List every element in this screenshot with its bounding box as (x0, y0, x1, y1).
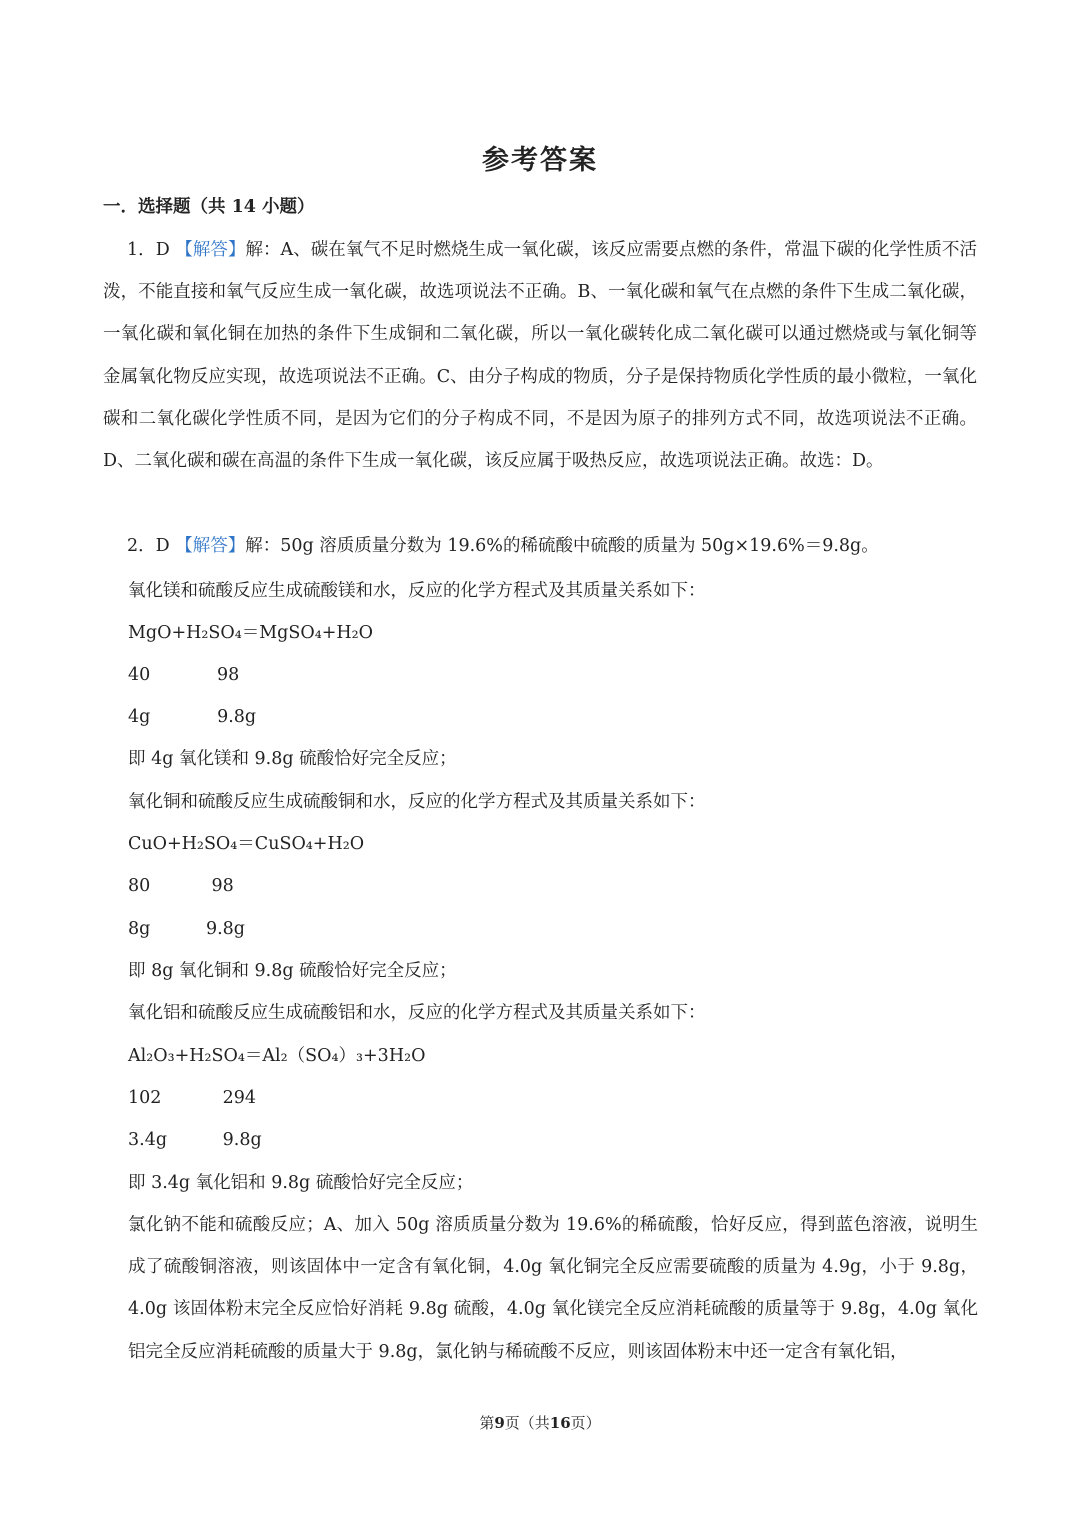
answer-2-line: 氧化铜和硫酸反应生成硫酸铜和水，反应的化学方程式及其质量关系如下： (128, 792, 706, 812)
answer-1-mark: 【解答】 (175, 240, 246, 260)
answer-2-line: 即 8g 氧化铜和 9.8g 硫酸恰好完全反应； (128, 961, 457, 981)
footer-suffix: 页） (570, 1414, 601, 1432)
page-footer (0, 1412, 1080, 1433)
answer-2-line: 氧化铝和硫酸反应生成硫酸铝和水，反应的化学方程式及其质量关系如下： (128, 1003, 706, 1023)
equation-al2o3: Al₂O₃+H₂SO₄＝Al₂（SO₄）₃+3H₂O (128, 1046, 426, 1066)
answer-1-number: 1．D (127, 240, 170, 260)
mass-values-mgo: 4g 9.8g (128, 707, 257, 727)
equation-mgo: MgO+H₂SO₄＝MgSO₄+H₂O (128, 623, 374, 643)
mass-values-al2o3: 3.4g 9.8g (128, 1130, 262, 1150)
answer-1-text: 解：A、碳在氧气不足时燃烧生成一氧化碳，该反应需要点燃的条件，常温下碳的化学性质不活泼，不能直接和氧气反应生成一氧化碳，故选项说法不正确。B、一氧化碳和氧气在点燃的条件下生成二氧化碳，一氧化碳和氧化铜在加热的条件下生成铜和二氧化碳，所以一氧化碳转化成二氧化碳可以通过燃烧或与氧化铜等金属氧化物反应实现，故选项说法不正确。C、由分子构成的物质，分子是保持物质化学性质的最小微粒，一氧化碳和二氧化碳化学性质不同，是因为它们的分子构成不同，不是因为原子的排列方式不同，故选项说法不正确。D、二氧化碳和碳在高温的条件下生成一氧化碳，该反应属于吸热反应，故选项说法正确。故选：D。 (103, 240, 977, 472)
equation-cuo: CuO+H₂SO₄＝CuSO₄+H₂O (128, 834, 365, 854)
answer-2-conclusion: 氯化钠不能和硫酸反应；A、加入 50g 溶质质量分数为 19.6%的稀硫酸，恰好反应，得到蓝色溶液，说明生成了硫酸铜溶液，则该固体中一定含有氧化铜，4.0g 氧化铜完全反应需要硫酸的质量为 4.9g，小于 9.8g，4.0g 该固体粉末完全反应恰好消耗 9.8g 硫酸，4.0g 氧化镁完全反应消耗硫酸的质量等于 9.8g，4.0g 氧化铝完全反应消耗硫酸的质量大于 9.8g，氯化钠与稀硫酸不反应，则该固体粉末中还一定含有氧化铝， (128, 1215, 978, 1362)
mass-values-cuo: 8g 9.8g (128, 919, 245, 939)
mass-ratio-cuo: 80 98 (128, 876, 234, 896)
answer-2-line: 氧化镁和硫酸反应生成硫酸镁和水，反应的化学方程式及其质量关系如下： (128, 581, 706, 601)
answer-2-intro (103, 525, 977, 567)
mass-ratio-mgo: 40 98 (128, 665, 240, 685)
answer-2-line: 即 4g 氧化镁和 9.8g 硫酸恰好完全反应； (128, 749, 457, 769)
answer-1 (103, 229, 977, 482)
answer-2-line: 即 3.4g 氧化铝和 9.8g 硫酸恰好完全反应； (128, 1173, 474, 1193)
footer-mid: 页（共 (504, 1414, 550, 1432)
answer-2-mark: 【解答】 (175, 536, 246, 556)
answer-2-number: 2．D (127, 536, 170, 556)
answer-2-intro-text: 解：50g 溶质质量分数为 19.6%的稀硫酸中硫酸的质量为 50g×19.6%＝9.8g。 (245, 536, 879, 556)
section-heading: 一．选择题（共 14 小题） (103, 197, 315, 217)
page-total: 16 (549, 1414, 571, 1432)
footer-prefix: 第 (479, 1414, 495, 1432)
page-number: 9 (494, 1414, 505, 1432)
page-title: 参考答案 (482, 145, 598, 176)
mass-ratio-al2o3: 102 294 (128, 1088, 256, 1108)
